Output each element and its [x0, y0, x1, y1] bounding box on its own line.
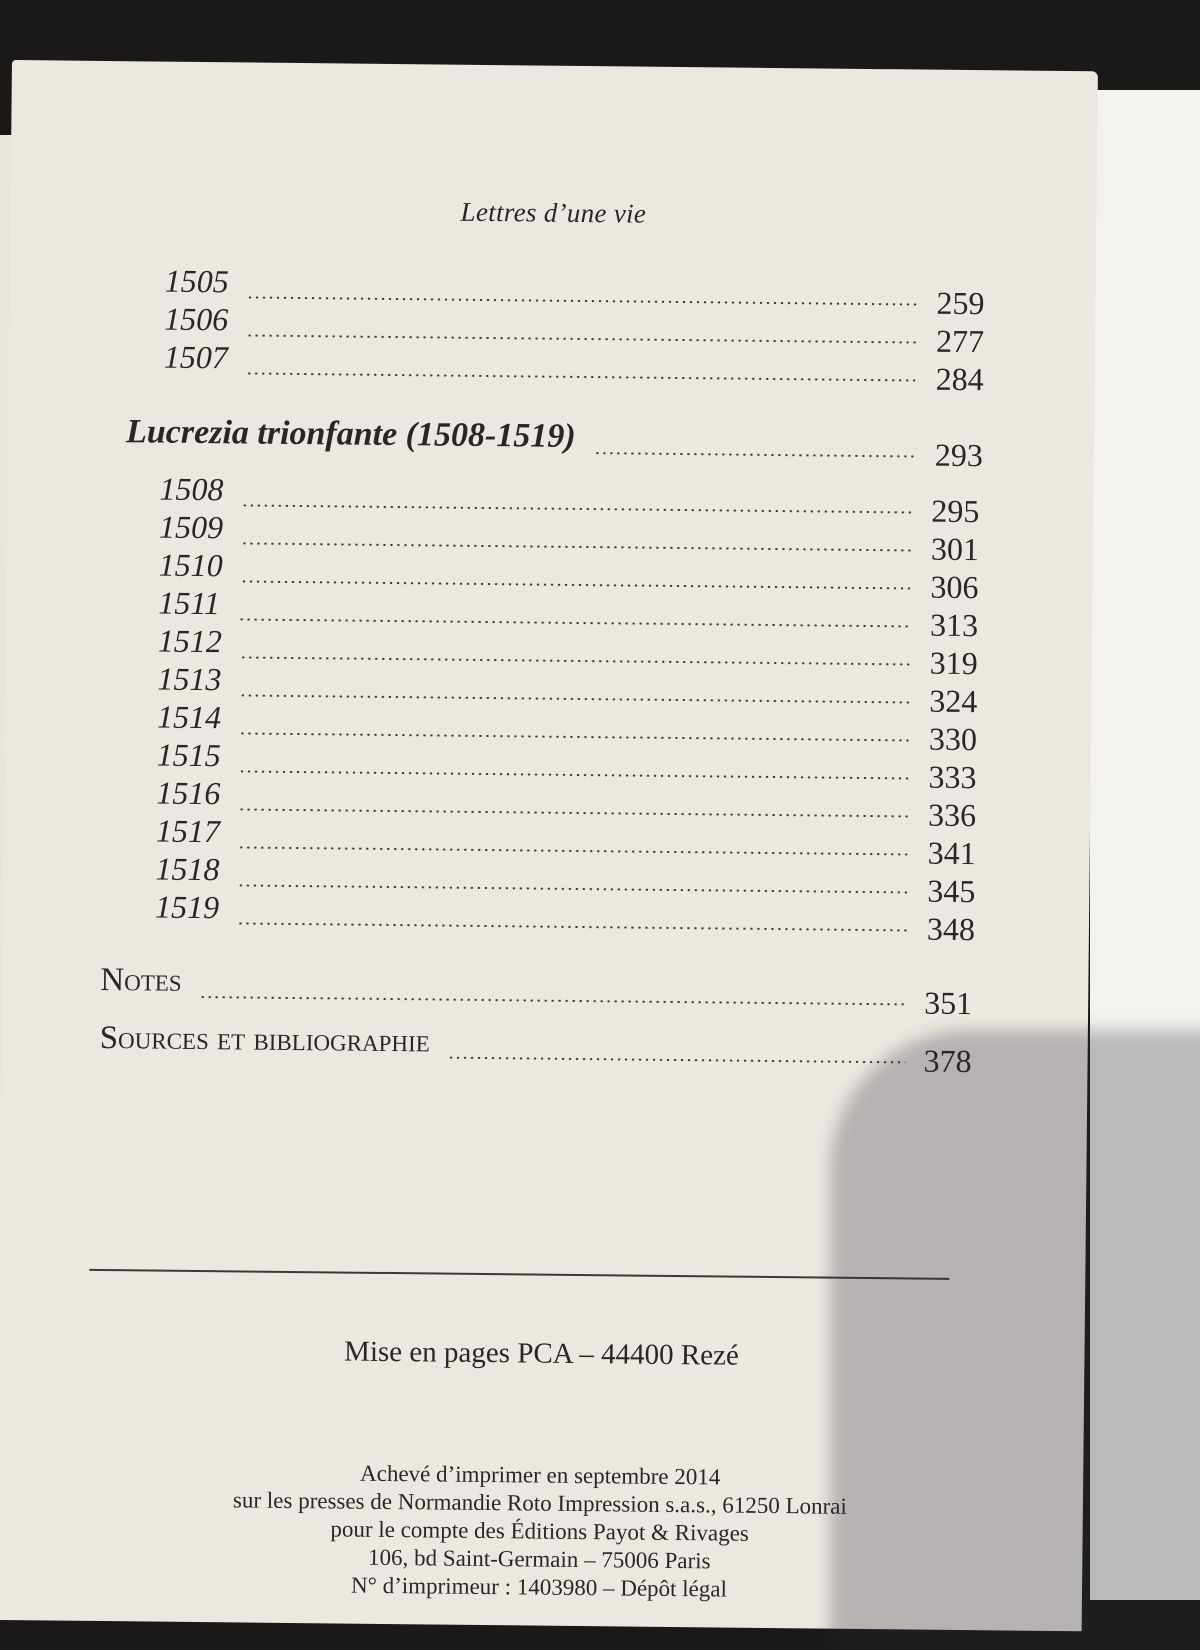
toc-entry-page: 319 [929, 644, 978, 682]
colophon-line: N° d’imprimeur : 1403980 – Dépôt légal [350, 1572, 728, 1602]
toc-entry [163, 338, 984, 398]
toc-entry-label: 1511 [158, 584, 221, 622]
toc-entry-page: 284 [935, 360, 984, 398]
toc-entry-page: 324 [929, 682, 978, 720]
toc-entry-label: 1516 [156, 774, 221, 812]
toc-entry-page: 330 [928, 720, 978, 758]
dot-leader [200, 996, 907, 1005]
section-page: 293 [934, 436, 984, 474]
dot-leader [246, 372, 918, 381]
toc-entry-page: 345 [927, 872, 976, 910]
toc-entry-label: 1510 [158, 546, 223, 584]
toc-notes [100, 961, 973, 1022]
notes-page: 351 [923, 984, 973, 1022]
running-head: Lettres d’une vie [460, 196, 647, 229]
toc-entry-label: 1515 [156, 736, 221, 774]
sources-label: Sources et bibliographie [99, 1019, 430, 1060]
toc-sources [99, 1019, 972, 1080]
dot-leader [593, 452, 916, 457]
sources-page: 378 [923, 1042, 972, 1080]
toc-section-heading [125, 413, 984, 474]
colophon-line: sur les presses de Normandie Roto Impression s.a.s., 61250 Lonrai [232, 1487, 847, 1519]
toc-entry-label: 1508 [159, 470, 224, 508]
toc-entry-page: 313 [929, 606, 979, 644]
toc-entry-label: 1514 [156, 698, 222, 736]
toc-entry-page: 341 [927, 834, 976, 872]
toc-entry-label: 1513 [157, 660, 222, 698]
toc-entry-page: 333 [928, 758, 977, 796]
dot-leader [448, 1057, 906, 1064]
toc-entry-label: 1512 [157, 622, 223, 660]
toc-entry-page: 295 [931, 492, 980, 530]
toc-entry-label: 1509 [158, 508, 224, 546]
toc-entry-page: 306 [930, 568, 979, 606]
toc-entry-page: 336 [927, 796, 977, 834]
layout-credit: Mise en pages PCA – 44400 Rezé [343, 1335, 739, 1372]
colophon-line: pour le compte des Éditions Payot & Rivages [330, 1516, 749, 1546]
toc-entry [154, 888, 976, 948]
section-title: Lucrezia trionfante (1508-1519) [125, 413, 576, 455]
toc-entry-label: 1517 [155, 812, 221, 850]
toc-entry-label: 1506 [164, 300, 229, 338]
toc-entry-page: 277 [935, 322, 985, 360]
toc-entry-label: 1507 [163, 338, 229, 376]
horizontal-rule [89, 1269, 949, 1280]
notes-label: Notes [100, 961, 182, 999]
toc-entry-page: 259 [936, 284, 985, 322]
dot-leader [237, 922, 909, 931]
colophon-line: Achevé d’imprimer en septembre 2014 [359, 1460, 721, 1490]
toc-entry-page: 348 [926, 910, 976, 948]
toc-entry-label: 1518 [155, 850, 220, 888]
toc-entry-label: 1519 [154, 888, 220, 926]
toc-entry-page: 301 [930, 530, 980, 568]
hand-shadow [830, 1030, 1200, 1650]
colophon-line: 106, bd Saint-Germain – 75006 Paris [368, 1544, 711, 1574]
toc-entry-label: 1505 [164, 262, 229, 300]
